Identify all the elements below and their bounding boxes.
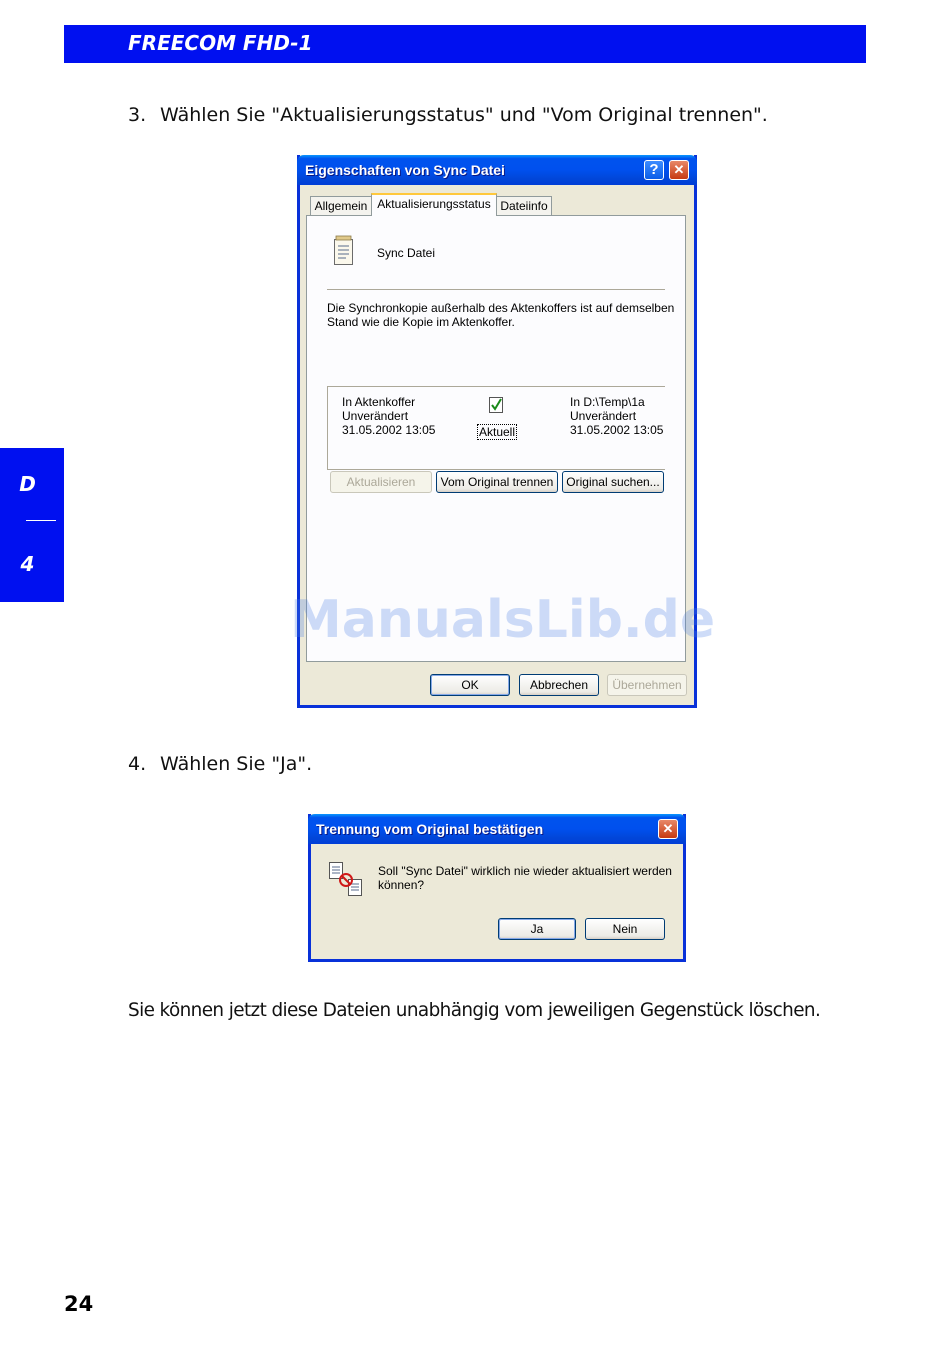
close-icon[interactable]: ✕: [669, 160, 689, 180]
briefcase-date: 31.05.2002 13:05: [342, 423, 436, 437]
up-to-date-icon: [488, 396, 504, 414]
header-title: FREECOM FHD-1: [128, 31, 313, 55]
description-line-1: Die Synchronkopie außerhalb des Aktenkoffers ist auf demselben: [327, 301, 675, 315]
tab-aktualisierungsstatus[interactable]: Aktualisierungsstatus: [371, 193, 497, 216]
briefcase-state: Unverändert: [342, 409, 409, 423]
description-line-2: Stand wie die Kopie im Aktenkoffer.: [327, 315, 515, 329]
confirm-titlebar: [308, 814, 686, 844]
help-icon[interactable]: ?: [644, 160, 664, 180]
update-button[interactable]: Aktualisieren: [330, 471, 432, 493]
status-box: [327, 386, 665, 470]
page-number: 24: [64, 1292, 94, 1316]
chapter-number: 4: [20, 552, 35, 576]
separator: [327, 289, 665, 290]
document-icon: [333, 235, 355, 267]
ok-button[interactable]: OK: [430, 674, 510, 696]
chapter-tab: [0, 448, 64, 602]
confirm-message-line-2: können?: [378, 878, 425, 892]
cancel-button[interactable]: Abbrechen: [519, 674, 599, 696]
confirm-title: Trennung vom Original bestätigen: [316, 821, 544, 837]
split-from-original-button[interactable]: Vom Original trennen: [436, 471, 558, 493]
original-location: In D:\Temp\1a: [570, 395, 645, 409]
properties-titlebar: [297, 155, 697, 185]
step-4-text: Wählen Sie "Ja".: [160, 753, 313, 775]
split-document-icon: [328, 861, 366, 901]
close-icon[interactable]: ✕: [658, 819, 678, 839]
tab-allgemein[interactable]: Allgemein: [310, 196, 372, 216]
apply-button[interactable]: Übernehmen: [607, 674, 687, 696]
step-4-number: 4.: [128, 753, 147, 775]
closing-paragraph: Sie können jetzt diese Dateien unabhängig vom jeweiligen Gegenstück löschen.: [128, 1000, 821, 1021]
chapter-divider: [26, 520, 56, 521]
confirm-dialog: [308, 814, 686, 962]
original-date: 31.05.2002 13:05: [570, 423, 664, 437]
tab-dateiinfo[interactable]: Dateiinfo: [496, 196, 552, 216]
step-3-number: 3.: [128, 104, 147, 126]
file-name: Sync Datei: [377, 246, 436, 260]
status-aktuell: Aktuell: [479, 425, 516, 439]
find-original-button[interactable]: Original suchen...: [562, 471, 664, 493]
header-bar: [64, 25, 866, 63]
original-state: Unverändert: [570, 409, 637, 423]
step-3: [128, 104, 768, 126]
chapter-language: D: [19, 472, 36, 496]
properties-title: Eigenschaften von Sync Datei: [305, 162, 505, 178]
no-button[interactable]: Nein: [585, 918, 665, 940]
step-3-text: Wählen Sie "Aktualisierungsstatus" und "Vom Original trennen".: [160, 104, 768, 126]
step-4: [128, 753, 312, 775]
watermark: ManualsLib.de: [290, 590, 716, 650]
confirm-message-line-1: Soll "Sync Datei" wirklich nie wieder aktualisiert werden: [378, 864, 672, 878]
briefcase-location: In Aktenkoffer: [342, 395, 416, 409]
yes-button[interactable]: Ja: [498, 918, 576, 940]
